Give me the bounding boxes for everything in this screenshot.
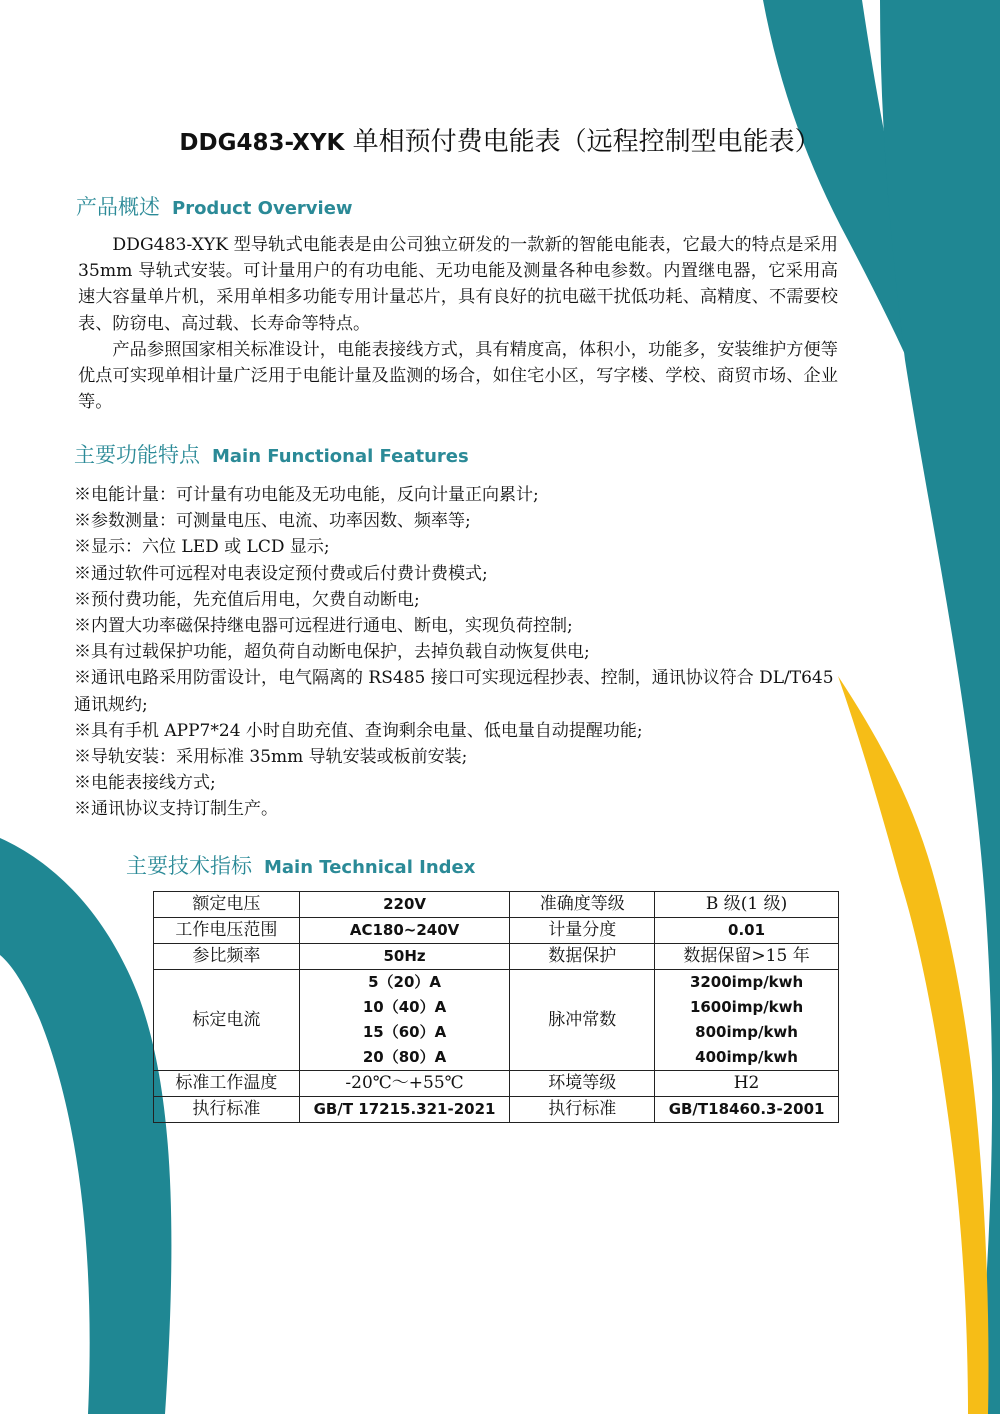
feature-item: ※电能计量：可计量有功电能及无功电能，反向计量正向累计;	[74, 485, 539, 505]
spec-value: 220V	[299, 892, 510, 918]
spec-label: 参比频率	[154, 944, 300, 970]
pulse-value: 400imp/kwh	[695, 1048, 798, 1066]
spec-value: 0.01	[655, 918, 839, 944]
tech-heading	[126, 851, 475, 883]
feature-item: ※预付费功能，先充值后用电，欠费自动断电;	[74, 589, 420, 610]
spec-value: -20℃～+55℃	[299, 1071, 510, 1097]
spec-label: 数据保护	[510, 944, 655, 970]
spec-value: GB/T 17215.321-2021	[299, 1097, 510, 1123]
spec-label: 标定电流	[154, 970, 300, 1071]
current-value: 10（40）A	[362, 998, 447, 1016]
page-title	[0, 123, 1000, 162]
left-teal-swoosh	[0, 838, 171, 1414]
table-row	[154, 944, 839, 970]
spec-label: 环境等级	[510, 1071, 655, 1097]
spec-label: 执行标准	[154, 1097, 300, 1123]
table-row	[154, 970, 839, 1071]
feature-item: ※参数测量：可测量电压、电流、功率因数、频率等;	[74, 511, 471, 532]
feature-item: ※内置大功率磁保持继电器可远程进行通电、断电，实现负荷控制;	[74, 616, 573, 637]
title-model: DDG483-XYK	[179, 130, 345, 156]
current-value: 15（60）A	[362, 1023, 447, 1041]
spec-label: 额定电压	[154, 892, 300, 918]
current-value: 20（80）A	[362, 1048, 447, 1066]
spec-label: 工作电压范围	[154, 918, 300, 944]
spec-label: 准确度等级	[510, 892, 655, 918]
feature-item: ※通讯协议支持订制生产。	[74, 799, 278, 820]
overview-paragraph: 产品参照国家相关标准设计，电能表接线方式，具有精度高，体积小，功能多，安装维护方便等优点可实现单相计量广泛用于电能计量及监测的场合，如住宅小区，写字楼、学校、商贸市场、企业等。	[78, 339, 838, 413]
current-value: 5（20）A	[368, 973, 442, 991]
table-row	[154, 1071, 839, 1097]
table-row	[154, 892, 839, 918]
overview-paragraph: DDG483-XYK 型导轨式电能表是由公司独立研发的一款新的智能电能表，它最大的特点是采用 35mm 导轨式安装。可计量用户的有功电能、无功电能及测量各种电参数。内置继电器，它采用高速大容量单片机，采用单相多功能专用计量芯片，具有良好的抗电磁干扰低功耗、高精度、不需要校表、防窃电、高过载、长寿命等特点。	[78, 235, 838, 334]
pulse-value: 800imp/kwh	[695, 1023, 798, 1041]
feature-item: ※电能表接线方式;	[74, 773, 216, 794]
feature-item: ※通过软件可远程对电表设定预付费或后付费计费模式;	[74, 563, 488, 584]
table-row	[154, 918, 839, 944]
spec-value: AC180~240V	[299, 918, 510, 944]
title-text: 单相预付费电能表（远程控制型电能表）	[344, 127, 821, 157]
features-heading	[74, 440, 469, 472]
pulse-value: 1600imp/kwh	[689, 998, 804, 1016]
features-list	[74, 482, 844, 823]
rated-current-values	[299, 970, 510, 1071]
tech-spec-table	[153, 891, 839, 1123]
spec-value: B 级(1 级)	[655, 892, 839, 918]
yellow-swoosh	[838, 676, 989, 1414]
feature-item: ※具有手机 APP7*24 小时自助充值、查询剩余电量、低电量自动提醒功能;	[74, 720, 643, 741]
spec-label: 执行标准	[510, 1097, 655, 1123]
overview-heading-cn: 产品概述	[76, 195, 160, 219]
table-row	[154, 1097, 839, 1123]
spec-label: 标准工作温度	[154, 1071, 300, 1097]
feature-item: ※导轨安装：采用标准 35mm 导轨安装或板前安装;	[74, 747, 468, 768]
features-heading-en: Main Functional Features	[212, 446, 469, 467]
overview-heading	[76, 192, 353, 224]
pulse-value: 3200imp/kwh	[689, 973, 804, 991]
tech-heading-en: Main Technical Index	[264, 857, 476, 878]
overview-body	[78, 232, 838, 415]
spec-value: 50Hz	[299, 944, 510, 970]
spec-value: 数据保留>15 年	[655, 944, 839, 970]
spec-label: 计量分度	[510, 918, 655, 944]
feature-item: ※显示：六位 LED 或 LCD 显示;	[74, 537, 330, 558]
pulse-constant-values	[655, 970, 839, 1071]
features-heading-cn: 主要功能特点	[74, 443, 200, 467]
feature-item: ※通讯电路采用防雷设计，电气隔离的 RS485 接口可实现远程抄表、控制，通讯协议符合 DL/T645 通讯规约;	[74, 668, 834, 715]
spec-value: H2	[655, 1071, 839, 1097]
tech-heading-cn: 主要技术指标	[126, 854, 252, 878]
overview-heading-en: Product Overview	[172, 198, 353, 219]
feature-item: ※具有过载保护功能，超负荷自动断电保护，去掉负载自动恢复供电;	[74, 642, 590, 663]
spec-value: GB/T18460.3-2001	[655, 1097, 839, 1123]
spec-label: 脉冲常数	[510, 970, 655, 1071]
